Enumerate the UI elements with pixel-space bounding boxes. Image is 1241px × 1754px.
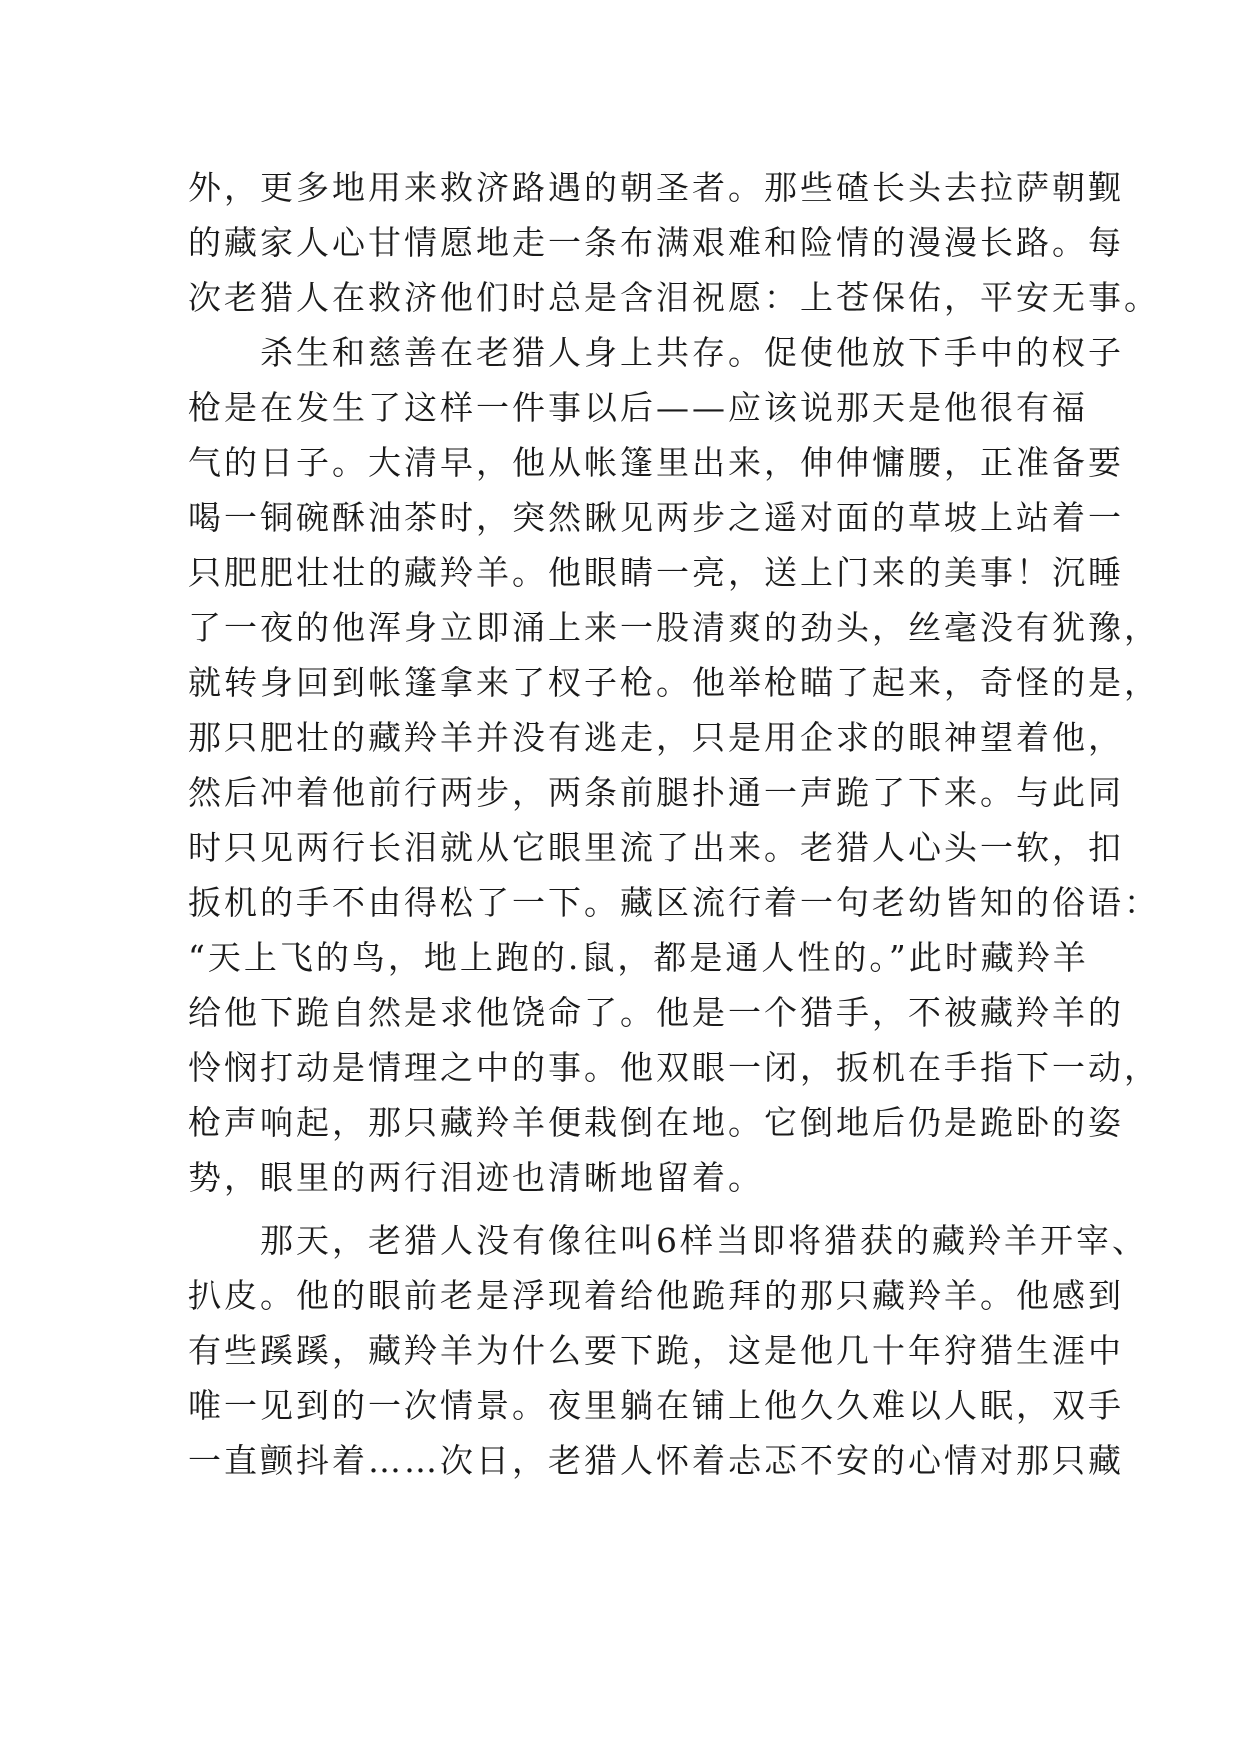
paragraph [188,160,1160,325]
paragraph [188,325,1160,1205]
text-line: 唯一见到的一次情景。夜里躺在铺上他久久难以人眠，双手 [188,1386,1124,1425]
text-line: 了一夜的他浑身立即涌上来一股清爽的劲头，丝毫没有犹豫， [188,608,1160,647]
text-line: 气的日子。大清早，他从帐篷里出来，伸伸慵腰，正准备要 [188,443,1124,482]
text-line: 一直颤抖着……次日，老猎人怀着忐忑不安的心情对那只藏 [188,1441,1124,1480]
text-line: 枪是在发生了这样一件事以后——应该说那天是他很有福 [188,388,1088,427]
text-line: 只肥肥壮壮的藏羚羊。他眼睛一亮，送上门来的美事！沉睡 [188,553,1124,592]
text-line: 枪声响起，那只藏羚羊便栽倒在地。它倒地后仍是跪卧的姿 [188,1103,1124,1142]
paragraph [188,1213,1148,1488]
text-line: 势，眼里的两行泪迹也清晰地留着。 [188,1158,764,1197]
text-line: 外，更多地用来救济路遇的朝圣者。那些碴长头去拉萨朝觐 [188,168,1124,207]
text-line: 喝一铜碗酥油茶时，突然瞅见两步之遥对面的草坡上站着一 [188,498,1124,537]
text-line: 扳机的手不由得松了一下。藏区流行着一句老幼皆知的俗语： [188,883,1160,922]
text-line: 那只肥壮的藏羚羊并没有逃走，只是用企求的眼神望着他， [188,718,1124,757]
paragraph-gap [188,1205,1068,1213]
body-text [188,160,1160,1488]
text-line: 给他下跪自然是求他饶命了。他是一个猎手，不被藏羚羊的 [188,993,1124,1032]
text-line: 就转身回到帐篷拿来了杈子枪。他举枪瞄了起来，奇怪的是， [188,663,1160,702]
text-line: 然后冲着他前行两步，两条前腿扑通一声跪了下来。与此同 [188,773,1124,812]
text-line: 扒皮。他的眼前老是浮现着给他跪拜的那只藏羚羊。他感到 [188,1276,1124,1315]
text-line: 次老猎人在救济他们时总是含泪祝愿：上苍保佑，平安无事。 [188,278,1160,317]
text-line: 那天，老猎人没有像往叫6样当即将猎获的藏羚羊开宰、 [188,1221,1148,1260]
text-line: 有些蹊蹊，藏羚羊为什么要下跪，这是他几十年狩猎生涯中 [188,1331,1124,1370]
text-line: 杀生和慈善在老猎人身上共存。促使他放下手中的杈子 [188,333,1124,372]
text-line: “天上飞的鸟，地上跑的.鼠，都是通人性的。”此时藏羚羊 [188,938,1089,977]
text-line: 的藏家人心甘情愿地走一条布满艰难和险情的漫漫长路。每 [188,223,1124,262]
text-line: 时只见两行长泪就从它眼里流了出来。老猎人心头一软，扣 [188,828,1124,867]
text-line: 怜悯打动是情理之中的事。他双眼一闭，扳机在手指下一动， [188,1048,1160,1087]
